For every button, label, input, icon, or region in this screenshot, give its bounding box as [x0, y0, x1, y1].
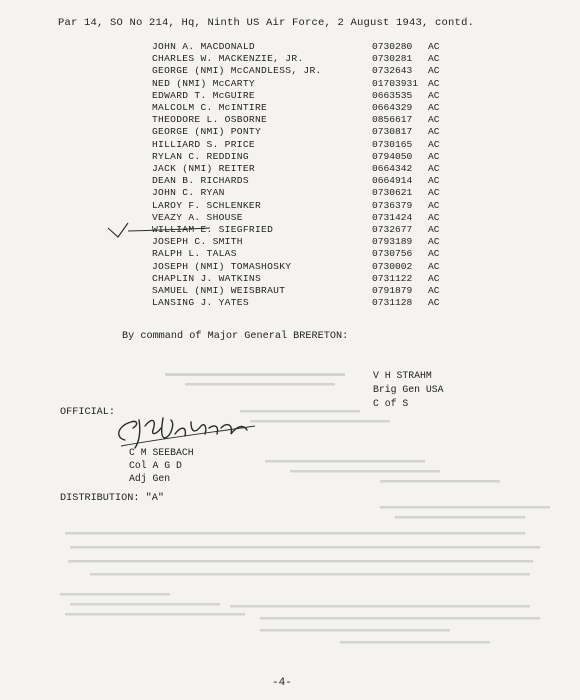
roster-serial: 0793189 [372, 236, 413, 248]
roster-row [0, 65, 580, 77]
roster-row [0, 90, 580, 102]
roster-serial: 01703931 [372, 77, 419, 89]
roster-branch: AC [428, 77, 440, 89]
roster-serial: 0791879 [372, 285, 413, 296]
official-label: OFFICIAL: [60, 407, 116, 418]
official-rank: Col A G D [129, 460, 182, 471]
roster-row [0, 151, 580, 163]
roster-serial: 0731128 [372, 297, 413, 309]
roster-serial: 0794050 [372, 150, 413, 162]
roster-row [0, 126, 580, 138]
roster-row [0, 102, 580, 114]
roster-branch: AC [428, 126, 440, 138]
roster-branch: AC [428, 175, 440, 187]
roster-row [0, 200, 580, 212]
roster-branch: AC [428, 41, 440, 52]
roster-name: MALCOLM C. McINTIRE [152, 102, 268, 113]
roster-serial: 0664329 [372, 102, 413, 113]
roster-serial: 0736379 [372, 199, 413, 211]
page-number: -4- [272, 677, 292, 689]
roster-name: LANSING J. YATES [152, 297, 249, 309]
signatory-block [373, 369, 444, 411]
roster-name: SAMUEL (NMI) WEISBRAUT [152, 285, 286, 296]
roster-branch: AC [428, 211, 440, 223]
official-block [129, 446, 194, 485]
roster-branch: AC [428, 163, 440, 174]
roster-branch: AC [428, 150, 440, 162]
roster-name: JOSEPH (NMI) TOMASHOSKY [152, 260, 292, 272]
roster-row [0, 297, 580, 309]
official-title: Adj Gen [129, 473, 171, 484]
roster-name: JACK (NMI) REITER [152, 163, 255, 174]
roster-serial: 0730280 [372, 41, 413, 52]
signatory-title: C of S [373, 398, 409, 409]
roster-serial: 0730817 [372, 126, 413, 138]
roster-row [0, 273, 580, 285]
roster-row [0, 163, 580, 175]
roster-name: DEAN B. RICHARDS [152, 175, 249, 187]
roster-serial: 0730621 [372, 187, 413, 199]
roster-row [0, 41, 580, 53]
roster-name: EDWARD T. McGUIRE [152, 89, 255, 101]
roster-branch: AC [428, 224, 440, 235]
roster-name: CHARLES W. MACKENZIE, JR. [152, 53, 304, 65]
roster-branch: AC [428, 248, 440, 260]
roster-serial: 0663535 [372, 89, 413, 101]
roster-name: HILLIARD S. PRICE [152, 138, 255, 150]
roster-name: JOSEPH C. SMITH [152, 236, 243, 248]
roster-row [0, 212, 580, 224]
roster-branch: AC [428, 89, 440, 101]
roster-row [0, 175, 580, 187]
roster-serial: 0730281 [372, 53, 413, 65]
roster-serial: 0730756 [372, 248, 413, 260]
roster-branch: AC [428, 114, 440, 126]
roster-branch: AC [428, 285, 440, 296]
roster-serial: 0730002 [372, 260, 413, 272]
roster-row [0, 53, 580, 65]
roster-serial: 0856617 [372, 114, 413, 126]
roster-branch: AC [428, 199, 440, 211]
roster-name: JOHN C. RYAN [152, 187, 225, 199]
roster-serial: 0730165 [372, 138, 413, 150]
roster-row [0, 139, 580, 151]
roster-branch: AC [428, 65, 440, 77]
roster-row [0, 224, 580, 236]
document-header: Par 14, SO No 214, Hq, Ninth US Air Force, 2 August 1943, contd. [58, 17, 475, 29]
roster-name: GEORGE (NMI) PONTY [152, 126, 262, 138]
roster-name: RALPH L. TALAS [152, 248, 237, 260]
roster-name: LAROY F. SCHLENKER [152, 199, 262, 211]
roster-name: THEODORE L. OSBORNE [152, 114, 268, 126]
pencil-checkmark-icon [104, 217, 214, 241]
roster-serial: 0664342 [372, 163, 413, 174]
roster-row [0, 78, 580, 90]
roster-branch: AC [428, 138, 440, 150]
roster-name: JOHN A. MACDONALD [152, 41, 255, 52]
roster-row [0, 248, 580, 260]
roster-name: VEAZY A. SHOUSE [152, 211, 243, 223]
roster-branch: AC [428, 272, 440, 284]
roster-name: WILLIAM E. SIEGFRIED [152, 224, 274, 235]
roster-row [0, 187, 580, 199]
roster-row [0, 285, 580, 297]
roster-serial: 0732677 [372, 224, 413, 235]
roster-branch: AC [428, 102, 440, 113]
roster-name: RYLAN C. REDDING [152, 150, 249, 162]
official-name: C M SEEBACH [129, 447, 194, 458]
roster-row [0, 261, 580, 273]
roster-branch: AC [428, 187, 440, 199]
roster-branch: AC [428, 297, 440, 309]
roster-row [0, 114, 580, 126]
signatory-name: V H STRAHM [373, 370, 432, 381]
roster-name: CHAPLIN J. WATKINS [152, 272, 262, 284]
roster-serial: 0664914 [372, 175, 413, 187]
roster-name: NED (NMI) McCARTY [152, 77, 255, 89]
roster-name: GEORGE (NMI) McCANDLESS, JR. [152, 65, 322, 77]
roster-row [0, 236, 580, 248]
roster-branch: AC [428, 53, 440, 65]
roster-serial: 0731122 [372, 272, 413, 284]
roster-serial: 0732643 [372, 65, 413, 77]
roster-branch: AC [428, 236, 440, 248]
distribution-line: DISTRIBUTION: "A" [60, 493, 164, 504]
roster-serial: 0731424 [372, 211, 413, 223]
signatory-rank: Brig Gen USA [373, 384, 444, 395]
command-line: By command of Major General BRERETON: [122, 331, 349, 342]
roster-branch: AC [428, 260, 440, 272]
